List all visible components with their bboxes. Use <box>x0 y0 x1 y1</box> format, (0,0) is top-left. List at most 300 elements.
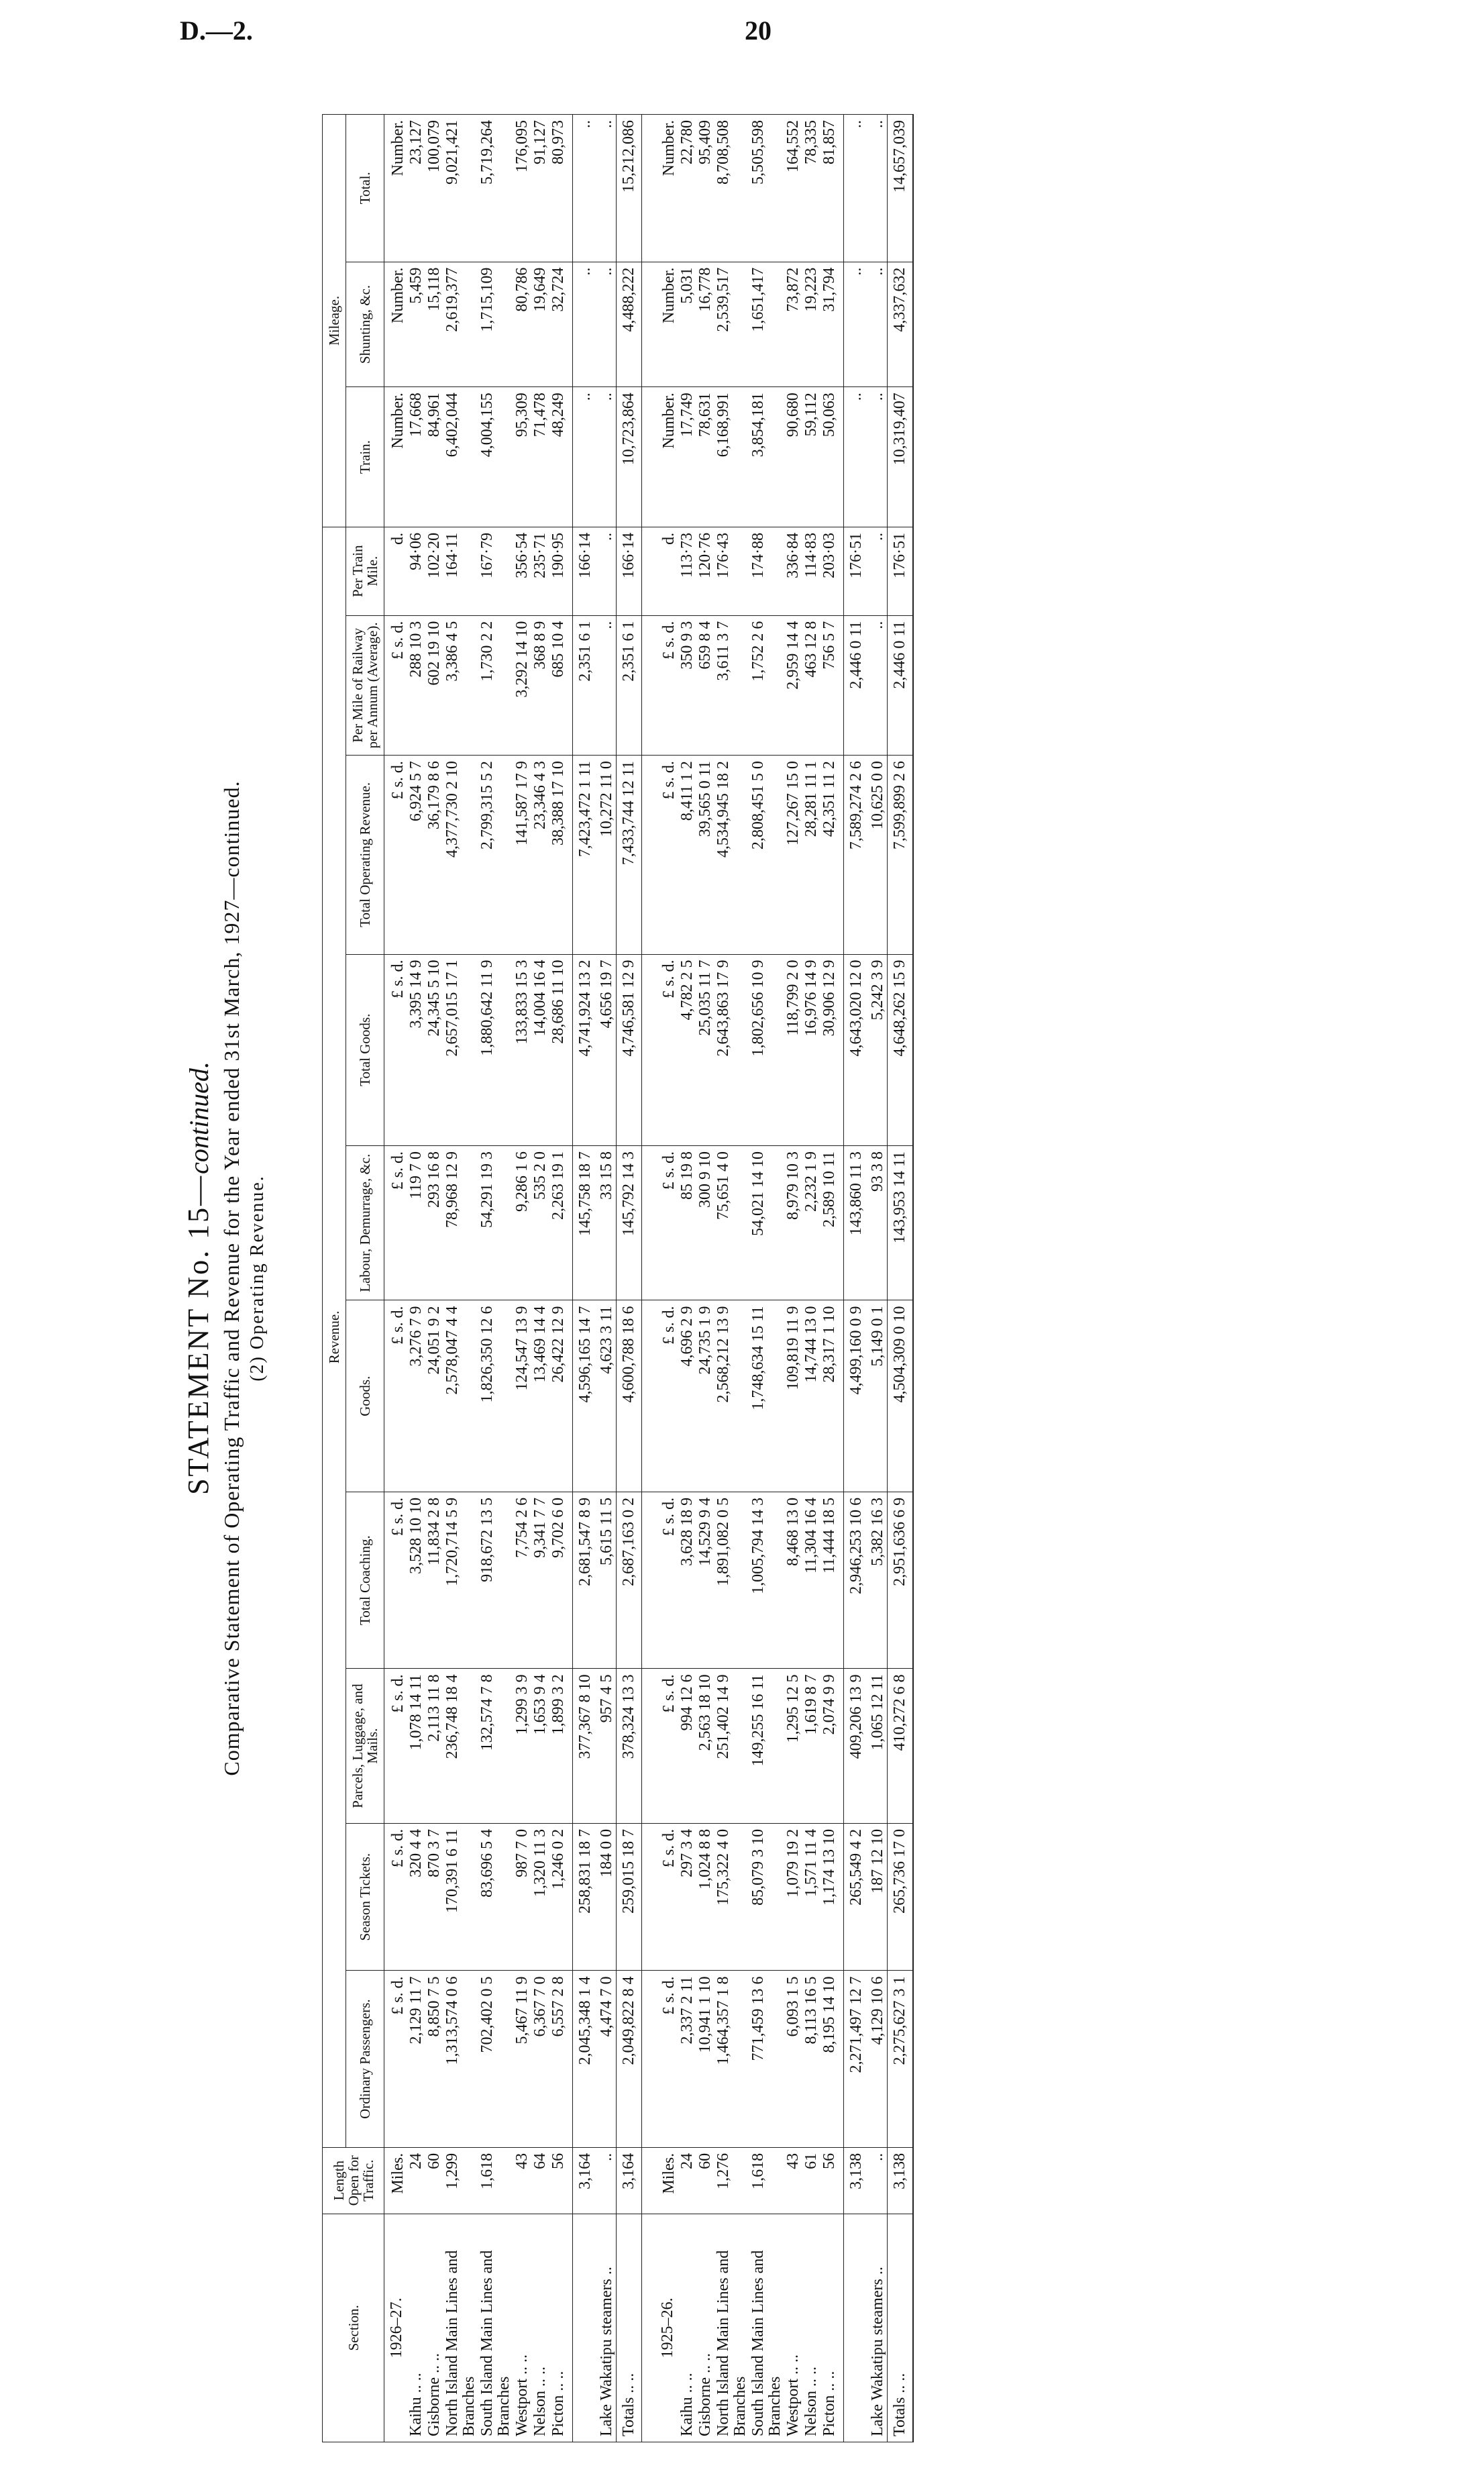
unit-cell: Number. <box>384 262 408 387</box>
table-cell: 1,619 8 7 <box>802 1669 820 1824</box>
col-header-section: Section. <box>323 2214 384 2442</box>
table-cell: North Island Main Lines and Branches <box>714 2214 749 2442</box>
table-cell: 2,539,517 <box>714 262 749 387</box>
table-cell: 60 <box>425 2147 443 2214</box>
unit-cell: £ s. d. <box>655 1145 678 1300</box>
subtotal-cell: .. <box>844 262 869 387</box>
steamers-cell: 33 15 8 <box>598 1145 617 1300</box>
subtotal-cell <box>573 2214 598 2442</box>
totals-row <box>617 115 642 2442</box>
steamers-cell: Lake Wakatipu steamers .. <box>598 2214 617 2442</box>
spacer-row <box>642 115 656 2442</box>
table-cell: 132,574 7 8 <box>478 1669 513 1824</box>
unit-cell: £ s. d. <box>655 615 678 756</box>
table-cell: Picton .. .. <box>549 2214 573 2442</box>
table-cell: 320 4 4 <box>407 1823 425 1971</box>
spacer-cell <box>642 954 656 1145</box>
col-header-total-goods: Total Goods. <box>346 954 384 1145</box>
table-cell: 59,112 <box>802 387 820 527</box>
subtotal-cell: 143,860 11 3 <box>844 1145 869 1300</box>
table-cell: 109,819 11 9 <box>784 1300 802 1492</box>
table-cell: 85,079 3 10 <box>749 1823 784 1971</box>
table-cell: 9,021,421 <box>443 115 478 262</box>
totals-cell: 2,049,822 8 4 <box>617 1971 642 2147</box>
title-block <box>181 114 268 2442</box>
totals-cell: 7,599,899 2 6 <box>888 756 914 954</box>
table-cell: 14,004 16 4 <box>531 954 549 1145</box>
totals-cell: Totals .. .. <box>617 2214 642 2442</box>
col-header-per-train-mile: Per Train Mile. <box>346 527 384 615</box>
table-cell: 14,529 9 4 <box>696 1492 714 1668</box>
table-cell: Kaihu .. .. <box>678 2214 696 2442</box>
unit-cell: £ s. d. <box>384 1669 408 1824</box>
table-cell: 2,113 11 8 <box>425 1669 443 1824</box>
subtotal-cell: 3,164 <box>573 2147 598 2214</box>
subtotal-cell: 176·51 <box>844 527 869 615</box>
unit-cell: Number. <box>655 387 678 527</box>
table-cell: 48,249 <box>549 387 573 527</box>
table-row <box>513 115 531 2442</box>
table-cell: 14,744 13 0 <box>802 1300 820 1492</box>
table-cell: 1,024 8 8 <box>696 1823 714 1971</box>
totals-row <box>888 115 914 2442</box>
table-cell: Westport .. .. <box>784 2214 802 2442</box>
subtotal-cell: 258,831 18 7 <box>573 1823 598 1971</box>
steamers-cell: .. <box>598 115 617 262</box>
table-cell: 16,778 <box>696 262 714 387</box>
steamers-cell: 5,242 3 9 <box>869 954 888 1145</box>
table-cell: 71,478 <box>531 387 549 527</box>
table-cell: 602 19 10 <box>425 615 443 756</box>
col-header-total-operating-revenue: Total Operating Revenue. <box>346 756 384 954</box>
table-cell: 918,672 13 5 <box>478 1492 513 1668</box>
table-row <box>549 115 573 2442</box>
table-cell: 288 10 3 <box>407 615 425 756</box>
col-header-length: Length Open for Traffic. <box>323 2147 384 2214</box>
steamers-cell: 4,474 7 0 <box>598 1971 617 2147</box>
table-cell: 685 10 4 <box>549 615 573 756</box>
steamers-cell: .. <box>869 115 888 262</box>
subtotal-cell: 4,596,165 14 7 <box>573 1300 598 1492</box>
year-label: 1926–27. <box>384 2214 408 2442</box>
spacer-cell <box>642 1300 656 1492</box>
spacer-cell <box>642 1145 656 1300</box>
subtotal-cell: 2,271,497 12 7 <box>844 1971 869 2147</box>
table-cell: 38,388 17 10 <box>549 756 573 954</box>
steamers-cell: .. <box>598 262 617 387</box>
steamers-cell: .. <box>869 527 888 615</box>
totals-cell: 2,951,636 6 9 <box>888 1492 914 1668</box>
table-cell: 350 9 3 <box>678 615 696 756</box>
table-row <box>784 115 802 2442</box>
table-cell: 167·79 <box>478 527 513 615</box>
table-cell: 1,880,642 11 9 <box>478 954 513 1145</box>
table-cell: 24,735 1 9 <box>696 1300 714 1492</box>
unit-cell: d. <box>384 527 408 615</box>
totals-cell: 10,319,407 <box>888 387 914 527</box>
table-cell: 22,780 <box>678 115 696 262</box>
table-cell: 1,246 0 2 <box>549 1823 573 1971</box>
steamers-cell: .. <box>598 387 617 527</box>
table-cell: 174·88 <box>749 527 784 615</box>
table-cell: 1,571 11 4 <box>802 1823 820 1971</box>
totals-cell: 259,015 18 7 <box>617 1823 642 1971</box>
steamers-cell: .. <box>598 615 617 756</box>
statement-title <box>181 114 215 2442</box>
subtotal-cell: 2,946,253 10 6 <box>844 1492 869 1668</box>
totals-cell: 2,275,627 3 1 <box>888 1971 914 2147</box>
table-cell: 1,802,656 10 9 <box>749 954 784 1145</box>
table-cell: 1,299 <box>443 2147 478 2214</box>
unit-cell: Number. <box>655 115 678 262</box>
table-cell: 368 8 9 <box>531 615 549 756</box>
subtotal-cell: 7,589,274 2 6 <box>844 756 869 954</box>
table-cell: 15,118 <box>425 262 443 387</box>
table-cell: 19,223 <box>802 262 820 387</box>
table-cell: 141,587 17 9 <box>513 756 531 954</box>
table-cell: 3,611 3 7 <box>714 615 749 756</box>
statement-title-main: STATEMENT No. 15— <box>182 1174 215 1495</box>
table-cell: 3,528 10 10 <box>407 1492 425 1668</box>
table-cell: 64 <box>531 2147 549 2214</box>
table-cell: 43 <box>513 2147 531 2214</box>
spacer-cell <box>642 1971 656 2147</box>
subtotal-cell: 4,643,020 12 0 <box>844 954 869 1145</box>
table-cell: 84,961 <box>425 387 443 527</box>
unit-cell: £ s. d. <box>384 1971 408 2147</box>
steamers-cell: .. <box>869 2147 888 2214</box>
table-cell: 2,337 2 11 <box>678 1971 696 2147</box>
subtotal-cell: 409,206 13 9 <box>844 1669 869 1824</box>
table-cell: 8,113 16 5 <box>802 1971 820 2147</box>
spacer-cell <box>642 2214 656 2442</box>
unit-cell: £ s. d. <box>655 1300 678 1492</box>
table-cell: 3,386 4 5 <box>443 615 478 756</box>
table-cell: 2,232 1 9 <box>802 1145 820 1300</box>
table-cell: 26,422 12 9 <box>549 1300 573 1492</box>
subtotal-cell: 3,138 <box>844 2147 869 2214</box>
col-header-total-coaching: Total Coaching. <box>346 1492 384 1668</box>
table-cell: 1,276 <box>714 2147 749 2214</box>
table-cell: 535 2 0 <box>531 1145 549 1300</box>
table-cell: 9,341 7 7 <box>531 1492 549 1668</box>
unit-cell: Number. <box>384 115 408 262</box>
table-cell: 1,464,357 1 8 <box>714 1971 749 2147</box>
table-cell: 164,552 <box>784 115 802 262</box>
page-number: 20 <box>745 15 772 46</box>
table-cell: 9,702 6 0 <box>549 1492 573 1668</box>
table-row <box>714 115 749 2442</box>
table-cell: 39,565 0 11 <box>696 756 714 954</box>
rotated-page-content <box>181 114 1187 2442</box>
table-cell: 203·03 <box>820 527 844 615</box>
table-cell: 2,578,047 4 4 <box>443 1300 478 1492</box>
table-cell: 78,335 <box>802 115 820 262</box>
table-cell: 2,263 19 1 <box>549 1145 573 1300</box>
table-cell: 2,563 18 10 <box>696 1669 714 1824</box>
totals-cell: 10,723,864 <box>617 387 642 527</box>
steamers-cell: 5,149 0 1 <box>869 1300 888 1492</box>
totals-cell: 143,953 14 11 <box>888 1145 914 1300</box>
table-cell: 119 7 0 <box>407 1145 425 1300</box>
totals-cell: 166·14 <box>617 527 642 615</box>
subtotal-cell: .. <box>573 262 598 387</box>
statement-title-suffix: continued. <box>184 1061 214 1174</box>
table-cell: 1,313,574 0 6 <box>443 1971 478 2147</box>
unit-cell: Miles. <box>655 2147 678 2214</box>
col-header-goods: Goods. <box>346 1300 384 1492</box>
table-cell: 1,899 3 2 <box>549 1669 573 1824</box>
table-cell: 1,715,109 <box>478 262 513 387</box>
table-cell: 9,286 1 6 <box>513 1145 531 1300</box>
table-cell: 80,973 <box>549 115 573 262</box>
totals-cell: 4,648,262 15 9 <box>888 954 914 1145</box>
subtotal-cell: 166·14 <box>573 527 598 615</box>
table-cell: 4,782 2 5 <box>678 954 696 1145</box>
spacer-cell <box>642 527 656 615</box>
table-row <box>478 115 513 2442</box>
spacer-cell <box>642 1492 656 1668</box>
table-cell: 4,696 2 9 <box>678 1300 696 1492</box>
table-cell: 4,004,155 <box>478 387 513 527</box>
table-cell: 176,095 <box>513 115 531 262</box>
table-cell: 36,179 8 6 <box>425 756 443 954</box>
unit-cell: £ s. d. <box>384 1492 408 1668</box>
table-cell: 1,748,634 15 11 <box>749 1300 784 1492</box>
totals-cell: 14,657,039 <box>888 115 914 262</box>
totals-cell: 3,138 <box>888 2147 914 2214</box>
table-cell: 42,351 11 2 <box>820 756 844 954</box>
table-cell: 6,367 7 0 <box>531 1971 549 2147</box>
table-cell: 6,402,044 <box>443 387 478 527</box>
table-cell: 23,346 4 3 <box>531 756 549 954</box>
totals-cell: 145,792 14 3 <box>617 1145 642 1300</box>
table-cell: 56 <box>549 2147 573 2214</box>
spacer-cell <box>642 615 656 756</box>
table-cell: 1,174 13 10 <box>820 1823 844 1971</box>
steamers-cell: 4,656 19 7 <box>598 954 617 1145</box>
table-cell: 91,127 <box>531 115 549 262</box>
table-cell: 8,411 1 2 <box>678 756 696 954</box>
table-cell: 50,063 <box>820 387 844 527</box>
table-cell: 124,547 13 9 <box>513 1300 531 1492</box>
table-cell: 114·83 <box>802 527 820 615</box>
unit-cell: £ s. d. <box>655 1823 678 1971</box>
col-header-season-tickets: Season Tickets. <box>346 1823 384 1971</box>
table-cell: 23,127 <box>407 115 425 262</box>
table-cell: 756 5 7 <box>820 615 844 756</box>
col-header-total-mileage: Total. <box>346 115 384 262</box>
steamers-cell: .. <box>598 2147 617 2214</box>
table-cell: 100,079 <box>425 115 443 262</box>
spacer-cell <box>642 756 656 954</box>
subtotal-cell: 2,351 6 1 <box>573 615 598 756</box>
unit-cell: Number. <box>655 262 678 387</box>
table-cell: 80,786 <box>513 262 531 387</box>
spacer-cell <box>642 262 656 387</box>
table-cell: 54,291 19 3 <box>478 1145 513 1300</box>
table-cell: 3,292 14 10 <box>513 615 531 756</box>
table-row <box>443 115 478 2442</box>
table-cell: 75,651 4 0 <box>714 1145 749 1300</box>
table-cell: 83,696 5 4 <box>478 1823 513 1971</box>
totals-cell: 3,164 <box>617 2147 642 2214</box>
table-cell: 1,618 <box>749 2147 784 2214</box>
revenue-table <box>322 114 914 2442</box>
unit-cell: Miles. <box>384 2147 408 2214</box>
table-cell: 3,628 18 9 <box>678 1492 696 1668</box>
steamers-cell: .. <box>869 387 888 527</box>
subtotal-cell: 145,758 18 7 <box>573 1145 598 1300</box>
table-cell: 24 <box>678 2147 696 2214</box>
table-cell: 5,719,264 <box>478 115 513 262</box>
steamers-cell: .. <box>869 615 888 756</box>
totals-cell: 2,446 0 11 <box>888 615 914 756</box>
subtotal-cell: 4,741,924 13 2 <box>573 954 598 1145</box>
table-cell: 1,720,714 5 9 <box>443 1492 478 1668</box>
table-cell: 90,680 <box>784 387 802 527</box>
steamers-cell: 957 4 5 <box>598 1669 617 1824</box>
table-cell: 8,708,508 <box>714 115 749 262</box>
table-cell: Picton .. .. <box>820 2214 844 2442</box>
table-cell: 118,799 2 0 <box>784 954 802 1145</box>
totals-cell: 15,212,086 <box>617 115 642 262</box>
table-cell: 170,391 6 11 <box>443 1823 478 1971</box>
steamers-cell: 4,129 10 6 <box>869 1971 888 2147</box>
unit-cell: £ s. d. <box>655 954 678 1145</box>
steamers-cell: .. <box>869 262 888 387</box>
totals-cell: 4,337,632 <box>888 262 914 387</box>
col-header-labour: Labour, Demurrage, &c. <box>346 1145 384 1300</box>
totals-cell: 4,488,222 <box>617 262 642 387</box>
unit-cell: £ s. d. <box>384 1823 408 1971</box>
subtotal-cell: .. <box>573 115 598 262</box>
table-row <box>678 115 696 2442</box>
table-cell: 293 16 8 <box>425 1145 443 1300</box>
year-label: 1925–26. <box>655 2214 678 2442</box>
table-cell: 702,402 0 5 <box>478 1971 513 2147</box>
table-cell: 5,467 11 9 <box>513 1971 531 2147</box>
table-cell: 43 <box>784 2147 802 2214</box>
totals-cell: 7,433,744 12 11 <box>617 756 642 954</box>
table-cell: 28,686 11 10 <box>549 954 573 1145</box>
col-header-shunting: Shunting, &c. <box>346 262 384 387</box>
steamers-cell: 5,382 16 3 <box>869 1492 888 1668</box>
table-row <box>407 115 425 2442</box>
table-cell: Westport .. .. <box>513 2214 531 2442</box>
table-cell: 1,653 9 4 <box>531 1669 549 1824</box>
subtotal-cell: 2,446 0 11 <box>844 615 869 756</box>
table-cell: 1,651,417 <box>749 262 784 387</box>
table-cell: 1,618 <box>478 2147 513 2214</box>
table-cell: 73,872 <box>784 262 802 387</box>
totals-cell: Totals .. .. <box>888 2214 914 2442</box>
table-cell: 251,402 14 9 <box>714 1669 749 1824</box>
table-cell: 17,749 <box>678 387 696 527</box>
table-cell: 1,005,794 14 3 <box>749 1492 784 1668</box>
table-cell: 6,924 5 7 <box>407 756 425 954</box>
table-cell: Nelson .. .. <box>802 2214 820 2442</box>
table-cell: 987 7 0 <box>513 1823 531 1971</box>
table-row <box>425 115 443 2442</box>
table-cell: 190·95 <box>549 527 573 615</box>
totals-cell: 4,600,788 18 6 <box>617 1300 642 1492</box>
group-header-mileage: Mileage. <box>323 115 346 527</box>
table-cell: 8,850 7 5 <box>425 1971 443 2147</box>
table-cell: 24,051 9 2 <box>425 1300 443 1492</box>
table-cell: 6,093 1 5 <box>784 1971 802 2147</box>
steamers-cell: Lake Wakatipu steamers .. <box>869 2214 888 2442</box>
table-cell: 2,808,451 5 0 <box>749 756 784 954</box>
spacer-cell <box>642 1823 656 1971</box>
steamers-row <box>598 115 617 2442</box>
table-cell: Nelson .. .. <box>531 2214 549 2442</box>
table-cell: 85 19 8 <box>678 1145 696 1300</box>
unit-cell: Number. <box>384 387 408 527</box>
table-cell: 3,854,181 <box>749 387 784 527</box>
table-cell: 13,469 14 4 <box>531 1300 549 1492</box>
spacer-cell <box>642 2147 656 2214</box>
table-cell: 4,377,730 2 10 <box>443 756 478 954</box>
steamers-row <box>869 115 888 2442</box>
table-cell: 54,021 14 10 <box>749 1145 784 1300</box>
subtotal-cell: 377,367 8 10 <box>573 1669 598 1824</box>
table-cell: 176·43 <box>714 527 749 615</box>
unit-cell: £ s. d. <box>655 1669 678 1824</box>
table-cell: 19,649 <box>531 262 549 387</box>
totals-cell: 4,504,309 0 10 <box>888 1300 914 1492</box>
table-cell: 5,031 <box>678 262 696 387</box>
table-cell: 16,976 14 9 <box>802 954 820 1145</box>
table-cell: 4,534,945 18 2 <box>714 756 749 954</box>
table-cell: 95,409 <box>696 115 714 262</box>
comparative-title: Comparative Statement of Operating Traffic and Revenue for the Year ended 31st March, 1927—continued. <box>219 780 244 1776</box>
col-header-per-mile: Per Mile of Railway per Annum (Average). <box>346 615 384 756</box>
table-cell: South Island Main Lines and Branches <box>749 2214 784 2442</box>
unit-cell: £ s. d. <box>384 1300 408 1492</box>
table-cell: 6,557 2 8 <box>549 1971 573 2147</box>
totals-cell: 2,351 6 1 <box>617 615 642 756</box>
table-cell: 1,752 2 6 <box>749 615 784 756</box>
table-cell: 78,968 12 9 <box>443 1145 478 1300</box>
totals-cell: 265,736 17 0 <box>888 1823 914 1971</box>
unit-cell: £ s. d. <box>384 954 408 1145</box>
col-header-parcels: Parcels, Luggage, and Mails. <box>346 1669 384 1824</box>
table-cell: 10,941 1 10 <box>696 1971 714 2147</box>
table-cell: 113·73 <box>678 527 696 615</box>
table-cell: Kaihu .. .. <box>407 2214 425 2442</box>
unit-cell: £ s. d. <box>384 615 408 756</box>
subtitle: (2) Operating Revenue. <box>247 1175 268 1382</box>
totals-cell: 2,687,163 0 2 <box>617 1492 642 1668</box>
subtotal-cell: 7,423,472 1 11 <box>573 756 598 954</box>
subtotal-row <box>573 115 598 2442</box>
subtotal-cell: 265,549 4 2 <box>844 1823 869 1971</box>
subtotal-cell: 4,499,160 0 9 <box>844 1300 869 1492</box>
table-cell: 2,643,863 17 9 <box>714 954 749 1145</box>
totals-cell: 410,272 6 8 <box>888 1669 914 1824</box>
table-cell: 3,276 7 9 <box>407 1300 425 1492</box>
totals-cell: 176·51 <box>888 527 914 615</box>
table-cell: 8,195 14 10 <box>820 1971 844 2147</box>
table-cell: 2,568,212 13 9 <box>714 1300 749 1492</box>
table-cell: 870 3 7 <box>425 1823 443 1971</box>
table-cell: 81,857 <box>820 115 844 262</box>
table-cell: 297 3 4 <box>678 1823 696 1971</box>
steamers-cell: 184 0 0 <box>598 1823 617 1971</box>
table-cell: 235·71 <box>531 527 549 615</box>
subtotal-cell: .. <box>844 115 869 262</box>
